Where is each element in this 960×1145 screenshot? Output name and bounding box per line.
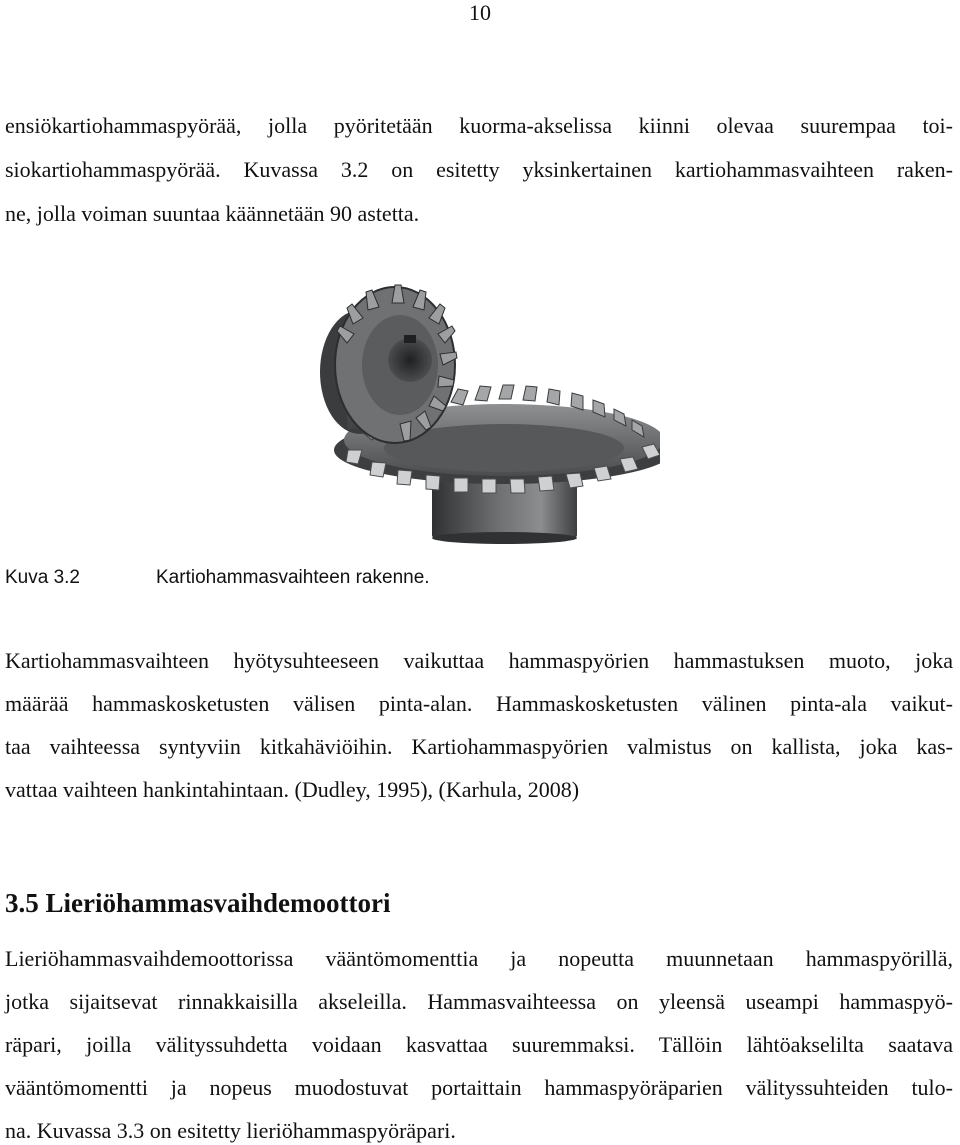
- figure-caption: Kartiohammasvaihteen rakenne.: [156, 567, 430, 588]
- body-text-line: siokartiohammaspyörää. Kuvassa 3.2 on esitetty yksinkertainen kartiohammasvaihteen raken-: [5, 157, 953, 182]
- body-text-line: jotka sijaitsevat rinnakkaisilla akseleilla. Hammasvaihteessa on yleensä useampi hammaspyö-: [5, 989, 953, 1014]
- page-number: 10: [469, 0, 491, 25]
- figure-number: Kuva 3.2: [5, 567, 80, 588]
- body-text-line: vattaa vaihteen hankintahintaan. (Dudley, 1995), (Karhula, 2008): [5, 777, 580, 802]
- pinion-keyway: [404, 335, 416, 343]
- section-heading: 3.5 Lieriöhammasvaihdemoottori: [5, 888, 391, 918]
- body-text-line: ne, jolla voiman suuntaa käännetään 90 astetta.: [5, 201, 420, 226]
- body-text-line: taa vaihteessa syntyviin kitkahäviöihin. Kartiohammaspyörien valmistus on kallista, joka kas-: [5, 734, 953, 759]
- pinion-gear: [320, 285, 457, 443]
- body-text-line: Kartiohammasvaihteen hyötysuhteeseen vaikuttaa hammaspyörien hammastuksen muoto, joka: [5, 648, 953, 673]
- bevel-gear-illustration: [300, 280, 660, 545]
- body-text-line: räpari, joilla välityssuhdetta voidaan kasvattaa suuremmaksi. Tällöin lähtöakselilta saatava: [5, 1032, 953, 1057]
- body-text-line: vääntömomentti ja nopeus muodostuvat portaittain hammaspyöräparien välityssuhteiden tulo-: [5, 1075, 953, 1100]
- body-text-line: ensiökartiohammaspyörää, jolla pyöritetään kuorma-akselissa kiinni olevaa suurempaa toi-: [5, 113, 953, 138]
- bevel-gear-figure: [300, 280, 660, 545]
- pinion-bore: [388, 338, 432, 382]
- body-text-line: Lieriöhammasvaihdemoottorissa vääntömomenttia ja nopeutta muunnetaan hammaspyörillä,: [5, 946, 953, 971]
- large-gear-hub-bottom: [432, 532, 577, 544]
- body-text-line: na. Kuvassa 3.3 on esitetty lieriöhammaspyöräpari.: [5, 1118, 456, 1143]
- body-text-line: määrää hammaskosketusten välisen pinta-alan. Hammaskosketusten välinen pinta-ala vaikut-: [5, 691, 953, 716]
